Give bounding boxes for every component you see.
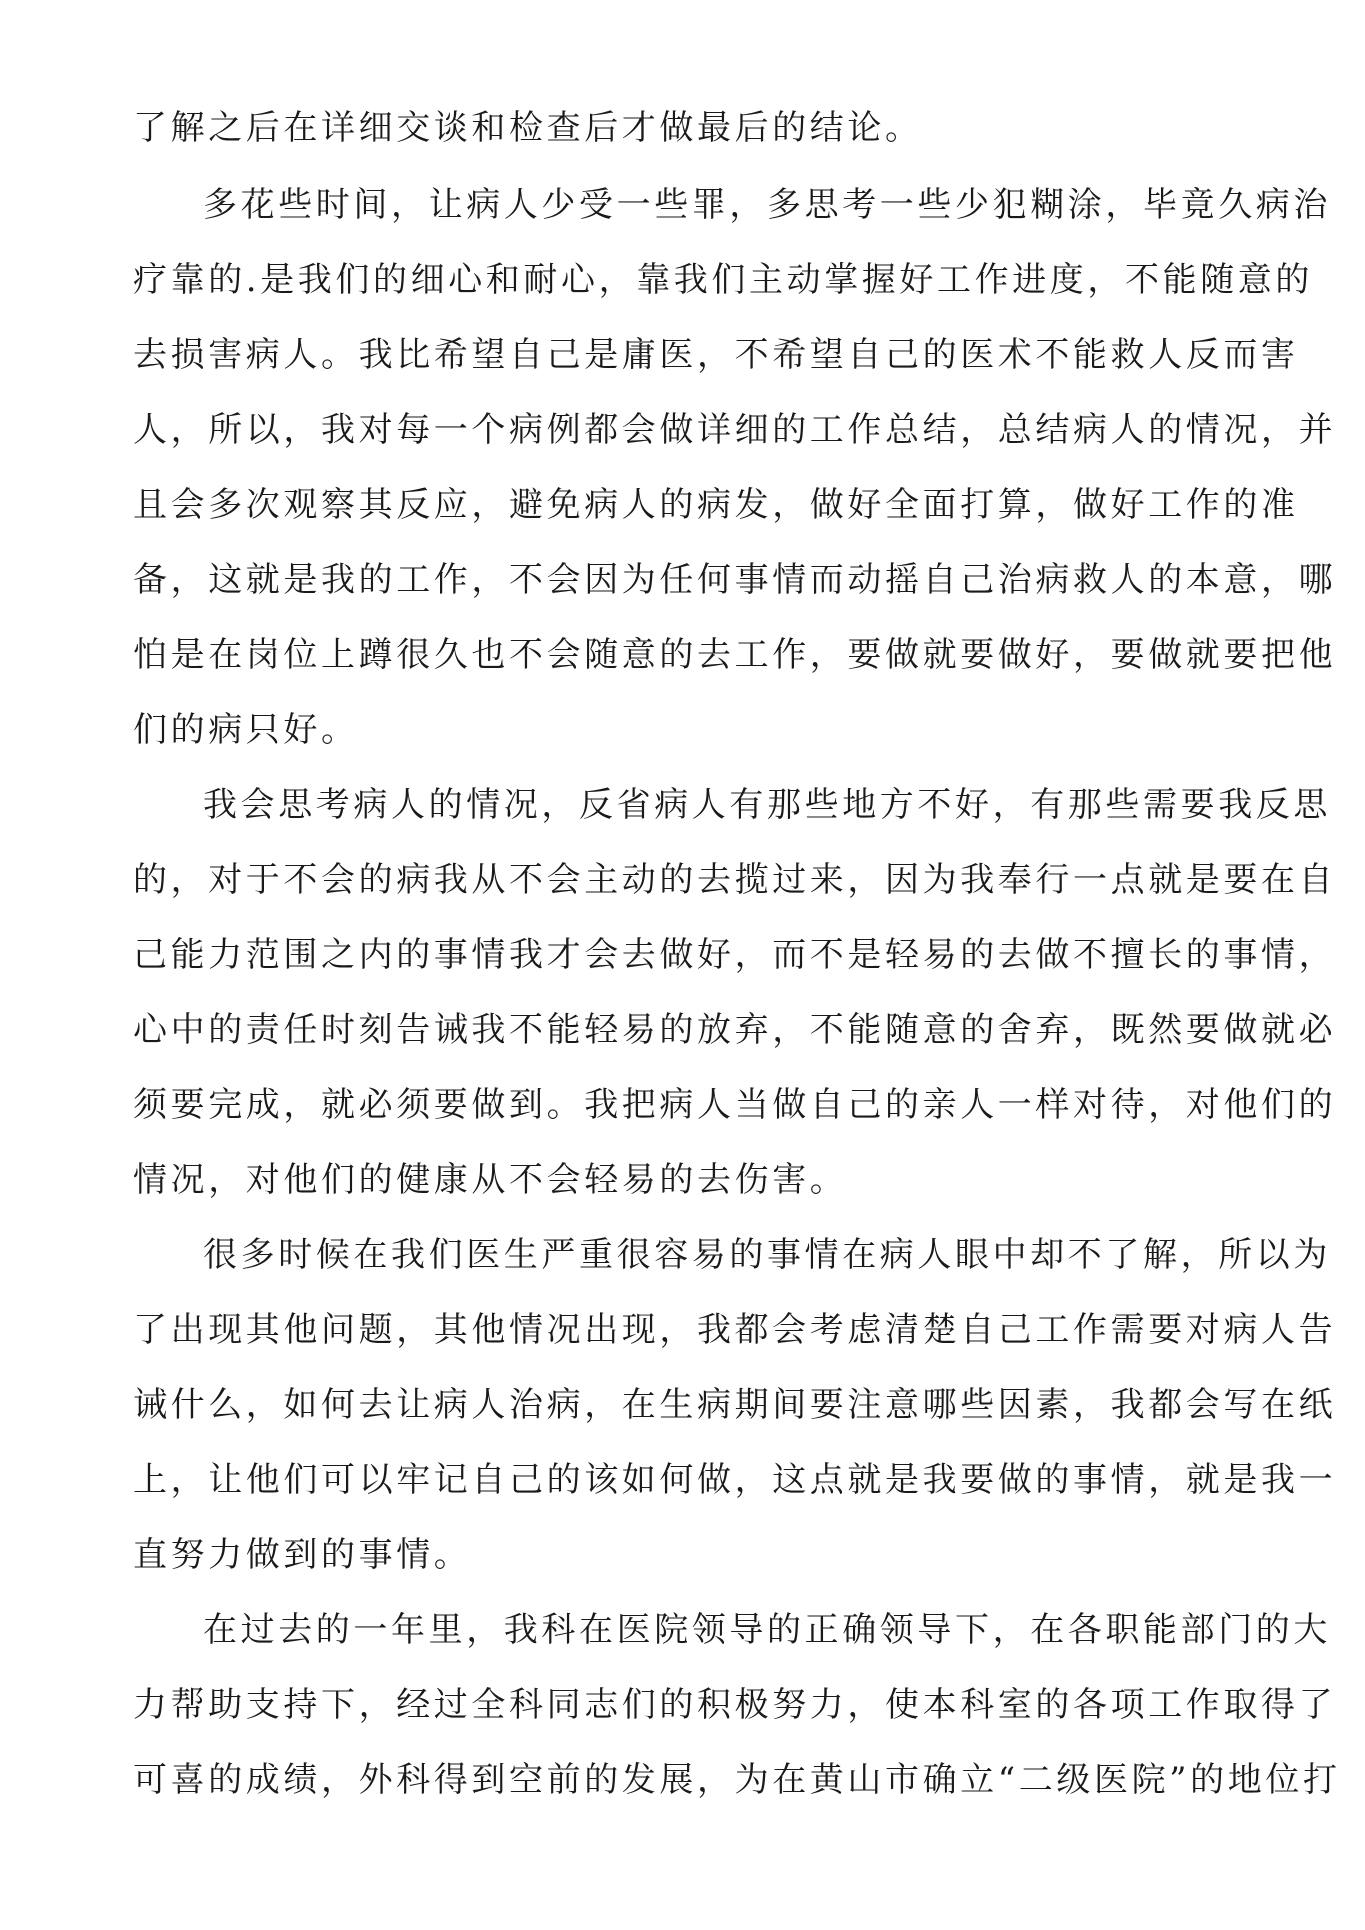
text-line: 去损害病人。我比希望自己是庸医，不希望自己的医术不能救人反而害	[133, 335, 1299, 375]
text-line: 了解之后在详细交谈和检查后才做最后的结论。	[133, 108, 923, 148]
text-line: 的，对于不会的病我从不会主动的去揽过来，因为我奉行一点就是要在自	[133, 860, 1337, 900]
text-line: 可喜的成绩，外科得到空前的发展，为在黄山市确立“二级医院”的地位打	[133, 1760, 1341, 1800]
text-line: 疗靠的.是我们的细心和耐心，靠我们主动掌握好工作进度，不能随意的	[133, 260, 1314, 300]
text-line: 须要完成，就必须要做到。我把病人当做自己的亲人一样对待，对他们的	[133, 1085, 1337, 1125]
text-line: 心中的责任时刻告诫我不能轻易的放弃，不能随意的舍弃，既然要做就必	[133, 1010, 1337, 1050]
text-line: 怕是在岗位上蹲很久也不会随意的去工作，要做就要做好，要做就要把他	[133, 635, 1337, 675]
text-line: 诫什么，如何去让病人治病，在生病期间要注意哪些因素，我都会写在纸	[133, 1385, 1337, 1425]
text-line: 人，所以，我对每一个病例都会做详细的工作总结，总结病人的情况，并	[133, 410, 1337, 450]
text-line: 上，让他们可以牢记自己的该如何做，这点就是我要做的事情，就是我一	[133, 1460, 1337, 1500]
text-line: 情况，对他们的健康从不会轻易的去伤害。	[133, 1160, 848, 1200]
paragraph-first-line: 很多时候在我们医生严重很容易的事情在病人眼中却不了解，所以为	[203, 1235, 1331, 1275]
text-line: 且会多次观察其反应，避免病人的病发，做好全面打算，做好工作的准	[133, 485, 1299, 525]
text-line: 直努力做到的事情。	[133, 1535, 472, 1575]
text-line: 们的病只好。	[133, 710, 359, 750]
paragraph-first-line: 多花些时间，让病人少受一些罪，多思考一些少犯糊涂，毕竟久病治	[203, 185, 1331, 225]
text-line: 了出现其他问题，其他情况出现，我都会考虑清楚自己工作需要对病人告	[133, 1310, 1337, 1350]
text-line: 力帮助支持下，经过全科同志们的积极努力，使本科室的各项工作取得了	[133, 1685, 1337, 1725]
paragraph-first-line: 我会思考病人的情况，反省病人有那些地方不好，有那些需要我反思	[203, 785, 1331, 825]
text-line: 己能力范围之内的事情我才会去做好，而不是轻易的去做不擅长的事情，	[133, 935, 1337, 975]
text-line: 备，这就是我的工作，不会因为任何事情而动摇自己治病救人的本意，哪	[133, 560, 1337, 600]
paragraph-first-line: 在过去的一年里，我科在医院领导的正确领导下，在各职能部门的大	[203, 1610, 1331, 1650]
